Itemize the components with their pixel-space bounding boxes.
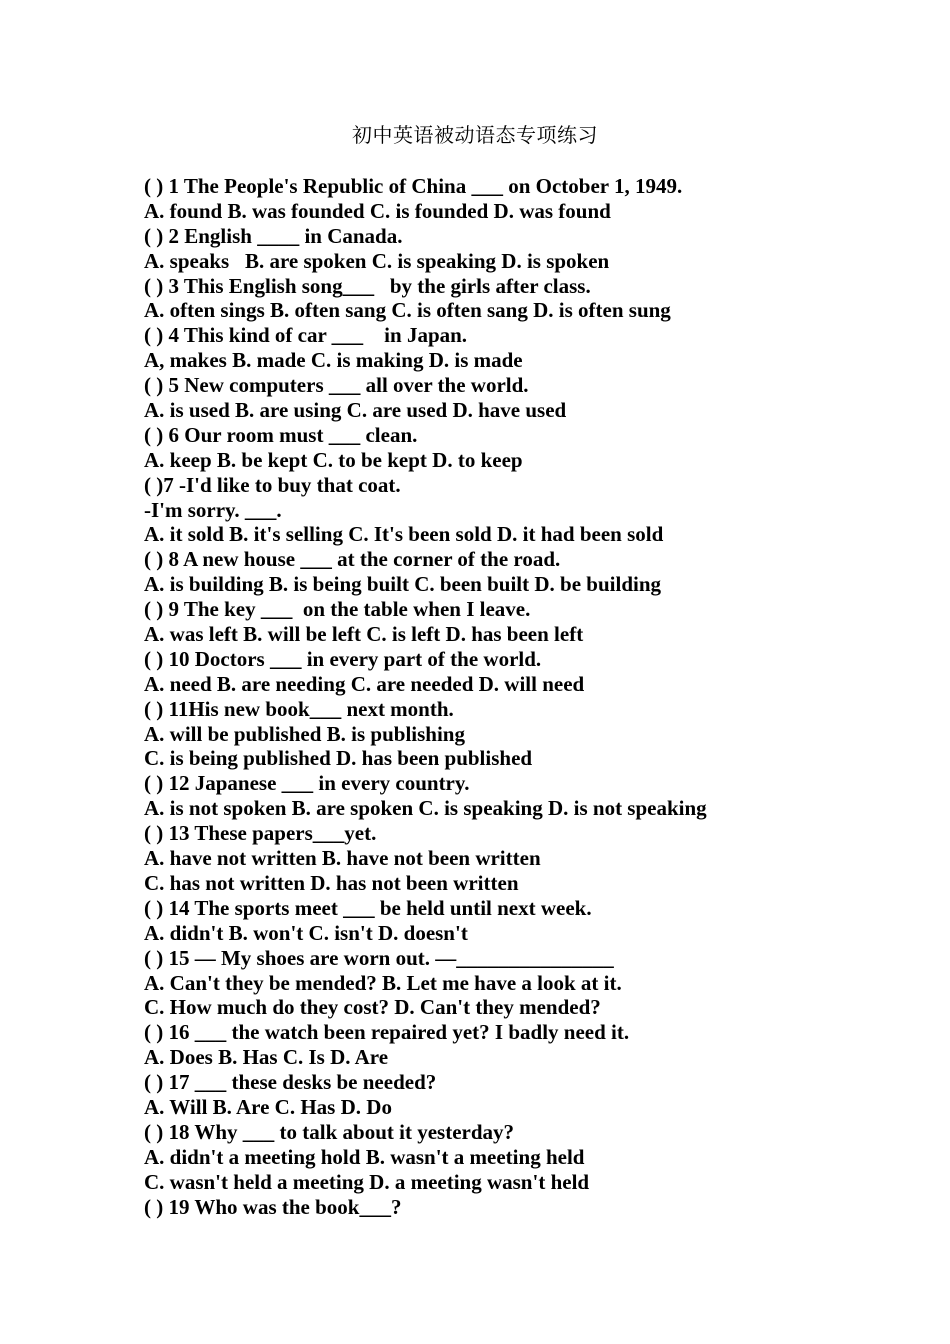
text-line: A. is not spoken B. are spoken C. is speaking D. is not speaking — [144, 796, 707, 821]
text-line: ( ) 16 ___ the watch been repaired yet? I badly need it. — [144, 1020, 630, 1045]
text-line: -I'm sorry. ___. — [144, 497, 282, 522]
text-line: A. have not written B. have not been written — [144, 846, 541, 871]
text-line: ( ) 1 The People's Republic of China ___ on October 1, 1949. — [144, 174, 683, 198]
text-line: A. it sold B. it's selling C. It's been sold D. it had been sold — [144, 522, 664, 547]
text-line: ( ) 17 ___ these desks be needed? — [144, 1070, 437, 1095]
text-line: C. has not written D. has not been written — [144, 870, 519, 895]
text-line: A. didn't a meeting hold B. wasn't a meeting held — [144, 1144, 585, 1169]
text-line: ( ) 4 This kind of car ___ in Japan. — [144, 323, 468, 348]
text-line: ( ) 6 Our room must ___ clean. — [144, 422, 418, 447]
text-line: ( ) 11His new book___ next month. — [144, 696, 454, 721]
text-line: A. was left B. will be left C. is left D. has been left — [144, 622, 584, 647]
text-line: ( ) 3 This English song___ by the girls after class. — [144, 273, 591, 298]
text-line: ( ) 18 Why ___ to talk about it yesterday? — [144, 1119, 515, 1144]
text-line: A. Can't they be mended? B. Let me have a look at it. — [144, 970, 622, 995]
text-line: A. often sings B. often sang C. is often sang D. is often sung — [144, 298, 671, 323]
text-line: A. Does B. Has C. Is D. Are — [144, 1045, 389, 1070]
text-line: A. is building B. is being built C. been built D. be building — [144, 572, 662, 597]
text-line: A. will be published B. is publishing — [144, 721, 465, 746]
text-line: ( ) 14 The sports meet ___ be held until next week. — [144, 895, 592, 920]
text-line: A. is used B. are using C. are used D. have used — [144, 398, 567, 423]
text-line: ( )7 -I'd like to buy that coat. — [144, 472, 401, 497]
text-line: ( ) 12 Japanese ___ in every country. — [144, 771, 470, 796]
text-line: A, makes B. made C. is making D. is made — [144, 348, 523, 373]
text-line: ( ) 2 English ____ in Canada. — [144, 223, 403, 248]
text-line: ( ) 8 A new house ___ at the corner of the road. — [144, 547, 561, 572]
text-line: ( ) 5 New computers ___ all over the world. — [144, 373, 529, 398]
text-line: A. Will B. Are C. Has D. Do — [144, 1094, 392, 1119]
text-line: A. didn't B. won't C. isn't D. doesn't — [144, 920, 468, 945]
text-line: A. found B. was founded C. is founded D. was found — [144, 198, 611, 223]
text-line: A. speaks B. are spoken C. is speaking D. is spoken — [144, 248, 610, 273]
exercise-list — [144, 174, 924, 1219]
text-line: ( ) 9 The key ___ on the table when I leave. — [144, 597, 531, 622]
text-line: A. keep B. be kept C. to be kept D. to keep — [144, 447, 523, 472]
text-line: ( ) 15 — My shoes are worn out. —_______________ — [144, 945, 614, 970]
text-line: C. How much do they cost? D. Can't they mended? — [144, 995, 601, 1020]
text-line: ( ) 13 These papers___yet. — [144, 821, 377, 846]
text-line: A. need B. are needing C. are needed D. will need — [144, 671, 585, 696]
document-title: 初中英语被动语态专项练习 — [352, 123, 598, 147]
text-line: C. wasn't held a meeting D. a meeting wasn't held — [144, 1169, 590, 1194]
text-line: ( ) 19 Who was the book___? — [144, 1194, 402, 1219]
text-line: ( ) 10 Doctors ___ in every part of the world. — [144, 646, 542, 671]
text-line: C. is being published D. has been published — [144, 746, 533, 771]
